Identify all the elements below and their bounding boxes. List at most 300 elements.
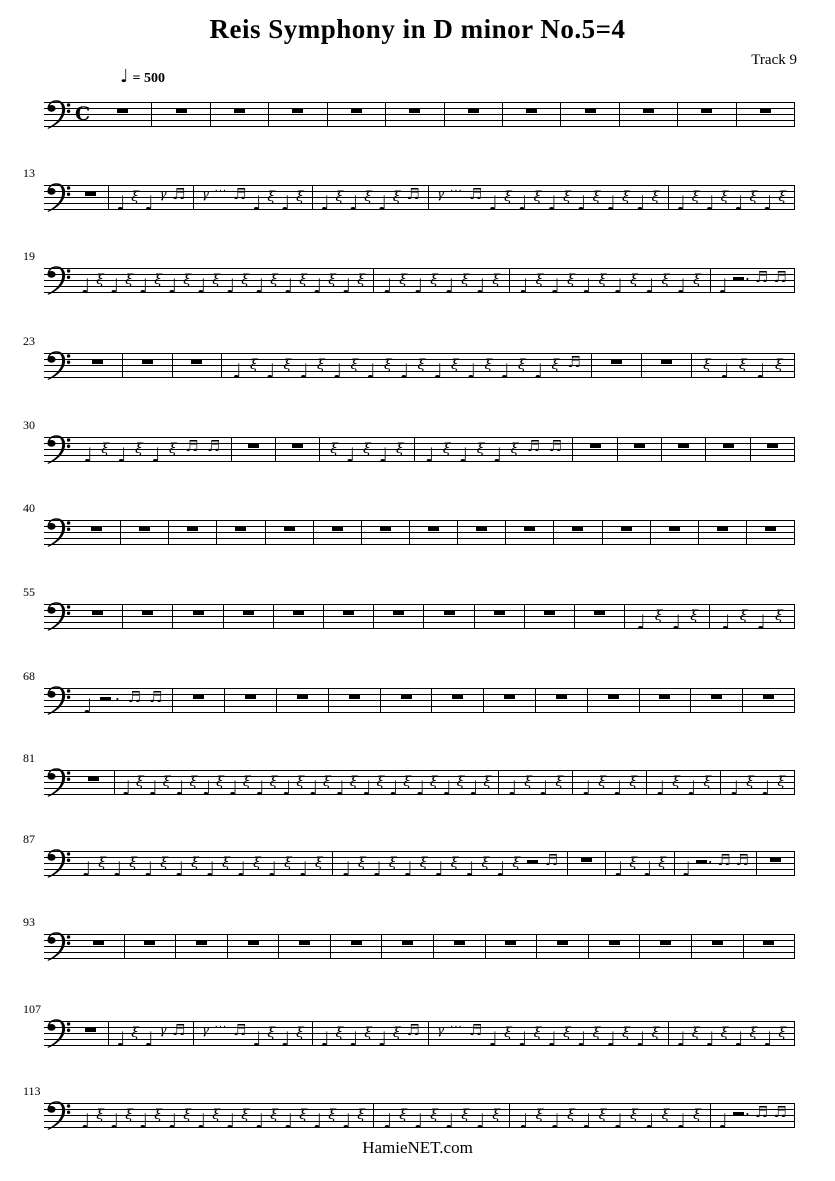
measure bbox=[743, 688, 795, 713]
quarter-rest-icon: ξ bbox=[242, 773, 251, 790]
measure bbox=[432, 688, 484, 713]
quarter-rest-icon: ξ bbox=[183, 271, 191, 288]
quarter-rest-icon: ξ bbox=[253, 854, 261, 871]
quarter-rest-icon: ξ bbox=[363, 440, 371, 457]
quarter-note-icon: ♩ bbox=[681, 856, 692, 876]
sixteenth-notes-icon: ♬ bbox=[567, 353, 581, 371]
staff-lines bbox=[44, 851, 795, 876]
whole-rest-icon bbox=[454, 941, 465, 945]
measure bbox=[73, 1103, 374, 1128]
bass-clef-icon bbox=[45, 601, 72, 632]
whole-rest-icon bbox=[712, 941, 723, 945]
quarter-rest-icon: ξ bbox=[296, 188, 304, 205]
whole-rest-icon bbox=[196, 941, 207, 945]
quarter-rest-icon: ξ bbox=[551, 356, 560, 373]
quarter-rest-icon: ξ bbox=[451, 356, 459, 373]
whole-rest-icon bbox=[723, 444, 734, 448]
bass-clef-icon bbox=[45, 1100, 72, 1131]
quarter-note-icon: ♩ bbox=[341, 856, 352, 876]
whole-rest-icon bbox=[402, 941, 413, 945]
staff-system bbox=[0, 832, 835, 876]
quarter-rest-icon: ξ bbox=[720, 188, 729, 205]
measure-number: 93 bbox=[23, 915, 35, 929]
whole-rest-icon bbox=[717, 527, 728, 531]
quarter-rest-icon: ξ bbox=[136, 773, 144, 790]
quarter-rest-icon: ξ bbox=[357, 271, 365, 288]
measure bbox=[121, 520, 169, 545]
measure bbox=[744, 934, 796, 959]
quarter-rest-icon: ξ bbox=[739, 356, 747, 373]
quarter-note-icon: ♩ bbox=[116, 1026, 126, 1046]
whole-rest-icon bbox=[243, 611, 254, 615]
quarter-note-icon: ♩ bbox=[308, 775, 319, 795]
staff-system bbox=[0, 751, 835, 795]
quarter-rest-icon: ξ bbox=[364, 188, 372, 205]
quarter-note-icon: ♩ bbox=[280, 190, 291, 210]
quarter-note-icon: ♩ bbox=[174, 856, 185, 876]
measure bbox=[313, 185, 429, 210]
quarter-rest-icon: ξ bbox=[693, 1106, 701, 1123]
quarter-note-icon: ♩ bbox=[252, 190, 262, 210]
quarter-rest-icon: ξ bbox=[392, 188, 401, 205]
measure bbox=[575, 604, 625, 629]
whole-rest-icon bbox=[284, 527, 295, 531]
quarter-note-icon: ♩ bbox=[341, 273, 352, 293]
whole-rest-icon bbox=[711, 695, 722, 699]
whole-rest-icon bbox=[621, 527, 632, 531]
quarter-note-icon: ♩ bbox=[636, 190, 646, 210]
tempo-equation: = 500 bbox=[132, 70, 165, 86]
measure bbox=[568, 851, 606, 876]
measure bbox=[73, 934, 125, 959]
quarter-note-icon: ♩ bbox=[676, 1108, 686, 1128]
measure bbox=[109, 185, 194, 210]
measure bbox=[274, 604, 324, 629]
quarter-rest-icon: ξ bbox=[154, 271, 162, 288]
quarter-rest-icon: ξ bbox=[555, 773, 564, 790]
measure bbox=[276, 437, 320, 462]
quarter-rest-icon: ξ bbox=[299, 271, 307, 288]
sixteenth-notes-icon: ♬ bbox=[127, 688, 142, 706]
measure bbox=[232, 437, 276, 462]
whole-rest-icon bbox=[351, 109, 362, 113]
quarter-rest-icon: ξ bbox=[388, 854, 397, 871]
measure bbox=[123, 604, 173, 629]
quarter-rest-icon: ξ bbox=[267, 188, 276, 205]
quarter-rest-icon: ξ bbox=[101, 440, 109, 457]
quarter-rest-icon: ξ bbox=[396, 440, 404, 457]
measure bbox=[669, 1021, 795, 1046]
quarter-rest-icon: ξ bbox=[335, 188, 344, 205]
whole-rest-icon bbox=[299, 941, 310, 945]
quarter-rest-icon: ξ bbox=[212, 1106, 220, 1123]
quarter-note-icon: ♩ bbox=[81, 856, 92, 876]
whole-rest-icon bbox=[343, 611, 354, 615]
quarter-note-icon: ♩ bbox=[167, 273, 178, 293]
quarter-rest-icon: ξ bbox=[775, 607, 783, 624]
quarter-note-icon: ♩ bbox=[377, 1026, 388, 1046]
whole-rest-icon bbox=[248, 941, 259, 945]
whole-rest-icon bbox=[661, 360, 672, 364]
staff-system bbox=[0, 915, 835, 959]
measure bbox=[536, 688, 588, 713]
measure bbox=[510, 1103, 711, 1128]
sixteenth-notes-icon: ♬ bbox=[232, 1021, 247, 1039]
measure bbox=[458, 520, 506, 545]
sixteenth-notes-icon: ♬ bbox=[171, 1021, 186, 1039]
whole-rest-icon bbox=[92, 360, 103, 364]
measure bbox=[692, 934, 744, 959]
quarter-rest-icon: ξ bbox=[430, 271, 438, 288]
measure bbox=[445, 102, 503, 127]
whole-rest-icon bbox=[763, 695, 774, 699]
quarter-note-icon: ♩ bbox=[458, 442, 469, 462]
measure bbox=[424, 604, 474, 629]
measure bbox=[374, 268, 510, 293]
measure bbox=[115, 770, 499, 795]
measure bbox=[73, 604, 123, 629]
measure bbox=[706, 437, 750, 462]
staff-lines bbox=[44, 934, 795, 959]
quarter-rest-icon: ξ bbox=[125, 1106, 133, 1123]
quarter-note-icon: ♩ bbox=[636, 1026, 646, 1046]
whole-rest-icon bbox=[117, 109, 128, 113]
staff-lines bbox=[44, 770, 795, 795]
quarter-note-icon: ♩ bbox=[518, 1026, 528, 1046]
quarter-rest-icon: ξ bbox=[131, 1024, 139, 1041]
quarter-rest-icon: ξ bbox=[450, 854, 459, 871]
bass-clef-icon bbox=[45, 848, 72, 879]
staff-lines bbox=[44, 437, 795, 462]
measure bbox=[642, 353, 692, 378]
whole-rest-icon bbox=[544, 611, 555, 615]
sixteenth-notes-icon: ♬ bbox=[544, 851, 559, 869]
quarter-rest-icon: ξ bbox=[269, 773, 278, 790]
measure bbox=[554, 520, 602, 545]
quarter-note-icon: ♩ bbox=[582, 273, 592, 293]
measure bbox=[73, 520, 121, 545]
whole-rest-icon bbox=[585, 109, 596, 113]
measure bbox=[125, 934, 177, 959]
whole-rest-icon bbox=[452, 695, 463, 699]
quarter-rest-icon: ξ bbox=[129, 854, 137, 871]
augmentation-dot-icon: · bbox=[745, 1105, 750, 1121]
quarter-note-icon: ♩ bbox=[756, 358, 766, 378]
quarter-rest-icon: ξ bbox=[524, 773, 532, 790]
whole-rest-icon bbox=[468, 109, 479, 113]
quarter-rest-icon: ξ bbox=[241, 271, 249, 288]
quarter-rest-icon: ξ bbox=[504, 1024, 512, 1041]
quarter-note-icon: ♩ bbox=[469, 775, 479, 795]
quarter-rest-icon: ξ bbox=[160, 854, 168, 871]
quarter-rest-icon: ξ bbox=[484, 356, 493, 373]
quarter-note-icon: ♩ bbox=[415, 775, 426, 795]
whole-rest-icon bbox=[248, 444, 259, 448]
quarter-note-icon: ♩ bbox=[283, 1108, 294, 1128]
rest-dots-icon: ··· bbox=[450, 1021, 463, 1033]
quarter-note-icon: ♩ bbox=[377, 190, 388, 210]
measure bbox=[313, 1021, 429, 1046]
quarter-note-icon: ♩ bbox=[686, 775, 697, 795]
measure bbox=[678, 102, 736, 127]
measure bbox=[573, 437, 617, 462]
quarter-rest-icon: ξ bbox=[349, 773, 358, 790]
quarter-rest-icon: ξ bbox=[535, 271, 544, 288]
staff-system bbox=[0, 249, 835, 293]
quarter-rest-icon: ξ bbox=[661, 271, 670, 288]
quarter-note-icon: ♩ bbox=[519, 1108, 529, 1128]
quarter-rest-icon: ξ bbox=[283, 356, 292, 373]
sixteenth-notes-icon: ♬ bbox=[206, 437, 221, 455]
staff-system bbox=[0, 418, 835, 462]
quarter-note-icon: ♩ bbox=[577, 190, 587, 210]
staff-system bbox=[0, 669, 835, 713]
measure bbox=[173, 353, 223, 378]
measure bbox=[475, 604, 525, 629]
staff-lines bbox=[44, 1103, 795, 1128]
measure-number: 30 bbox=[23, 418, 35, 432]
quarter-note-icon: ♩ bbox=[612, 775, 623, 795]
whole-rest-icon bbox=[494, 611, 505, 615]
quarter-note-icon: ♩ bbox=[349, 190, 359, 210]
quarter-note-icon: ♩ bbox=[349, 1026, 359, 1046]
quarter-rest-icon: ξ bbox=[154, 1106, 162, 1123]
quarter-rest-icon: ξ bbox=[622, 1024, 630, 1041]
quarter-rest-icon: ξ bbox=[296, 773, 305, 790]
quarter-rest-icon: ξ bbox=[693, 271, 701, 288]
quarter-note-icon: ♩ bbox=[636, 609, 646, 629]
whole-rest-icon bbox=[572, 527, 583, 531]
quarter-note-icon: ♩ bbox=[299, 358, 309, 378]
sixteenth-notes-icon: ♬ bbox=[735, 851, 749, 869]
quarter-rest-icon: ξ bbox=[563, 1024, 571, 1041]
quarter-rest-icon: ξ bbox=[629, 854, 638, 871]
sixteenth-notes-icon: ♬ bbox=[406, 185, 420, 203]
quarter-note-icon: ♩ bbox=[121, 775, 132, 795]
staff-lines bbox=[44, 268, 795, 293]
quarter-note-icon: ♩ bbox=[613, 273, 623, 293]
measure bbox=[176, 934, 228, 959]
measure bbox=[429, 185, 669, 210]
measure bbox=[588, 688, 640, 713]
sixteenth-notes-icon: ♬ bbox=[754, 1103, 769, 1121]
measure bbox=[222, 353, 592, 378]
quarter-note-icon: ♩ bbox=[382, 1108, 393, 1128]
staff-system bbox=[0, 501, 835, 545]
quarter-rest-icon: ξ bbox=[703, 356, 711, 373]
quarter-note-icon: ♩ bbox=[312, 273, 323, 293]
bass-clef-icon bbox=[45, 685, 72, 716]
quarter-note-icon: ♩ bbox=[254, 273, 265, 293]
whole-rest-icon bbox=[526, 109, 537, 113]
measure bbox=[217, 520, 265, 545]
whole-rest-icon bbox=[659, 695, 670, 699]
quarter-rest-icon: ξ bbox=[461, 271, 469, 288]
measures-row bbox=[73, 185, 795, 210]
quarter-note-icon: ♩ bbox=[581, 775, 592, 795]
quarter-rest-icon: ξ bbox=[504, 188, 512, 205]
measure bbox=[225, 688, 277, 713]
staff-system bbox=[0, 1084, 835, 1128]
measure bbox=[662, 437, 706, 462]
quarter-rest-icon: ξ bbox=[317, 356, 325, 373]
quarter-note-icon: ♩ bbox=[547, 1026, 557, 1046]
quarter-rest-icon: ξ bbox=[512, 854, 521, 871]
quarter-rest-icon: ξ bbox=[629, 773, 638, 790]
rest-dots-icon: ··· bbox=[214, 1021, 228, 1033]
quarter-rest-icon: ξ bbox=[135, 440, 143, 457]
measure bbox=[651, 520, 699, 545]
quarter-note-icon: ♩ bbox=[676, 1026, 686, 1046]
quarter-note-icon: ♩ bbox=[254, 1108, 265, 1128]
whole-rest-icon bbox=[92, 611, 103, 615]
quarter-rest-icon: ξ bbox=[384, 356, 392, 373]
quarter-rest-icon: ξ bbox=[96, 1106, 104, 1123]
measure bbox=[324, 604, 374, 629]
measures-row bbox=[73, 688, 795, 713]
bass-clef-icon bbox=[45, 350, 72, 381]
measure bbox=[434, 934, 486, 959]
whole-rest-icon bbox=[193, 695, 204, 699]
measure bbox=[699, 520, 747, 545]
quarter-note-icon: ♩ bbox=[201, 775, 212, 795]
measure bbox=[374, 1103, 510, 1128]
measure bbox=[625, 604, 710, 629]
quarter-note-icon: ♩ bbox=[382, 273, 393, 293]
eighth-rest-icon: γ bbox=[436, 1022, 444, 1037]
quarter-rest-icon: ξ bbox=[328, 1106, 336, 1123]
quarter-rest-icon: ξ bbox=[284, 854, 292, 871]
quarter-note-icon: ♩ bbox=[763, 190, 773, 210]
measure bbox=[484, 688, 536, 713]
quarter-rest-icon: ξ bbox=[131, 188, 139, 205]
quarter-rest-icon: ξ bbox=[399, 271, 407, 288]
quarter-note-icon: ♩ bbox=[756, 609, 767, 629]
tempo-marking bbox=[120, 68, 165, 89]
quarter-rest-icon: ξ bbox=[430, 1106, 438, 1123]
measure bbox=[737, 102, 795, 127]
whole-rest-icon bbox=[476, 527, 487, 531]
common-time-signature: C bbox=[75, 103, 91, 125]
quarter-rest-icon: ξ bbox=[778, 1024, 787, 1041]
measure bbox=[382, 934, 434, 959]
measure bbox=[606, 851, 675, 876]
quarter-note-icon: ♩ bbox=[538, 775, 549, 795]
quarter-rest-icon: ξ bbox=[125, 271, 133, 288]
quarter-rest-icon: ξ bbox=[777, 773, 786, 790]
quarter-note-icon: ♩ bbox=[606, 190, 616, 210]
measure bbox=[620, 102, 678, 127]
whole-rest-icon bbox=[678, 444, 689, 448]
whole-rest-icon bbox=[611, 360, 622, 364]
measure bbox=[333, 851, 568, 876]
quarter-rest-icon: ξ bbox=[417, 356, 426, 373]
quarter-note-icon: ♩ bbox=[282, 775, 292, 795]
eighth-rest-icon: γ bbox=[159, 186, 167, 201]
quarter-rest-icon: ξ bbox=[270, 271, 278, 288]
quarter-note-icon: ♩ bbox=[676, 273, 686, 293]
quarter-note-icon: ♩ bbox=[116, 190, 126, 210]
quarter-note-icon: ♩ bbox=[655, 775, 666, 795]
quarter-note-icon: ♩ bbox=[228, 775, 239, 795]
whole-rest-icon bbox=[504, 695, 515, 699]
quarter-note-icon: ♩ bbox=[378, 442, 389, 462]
measure bbox=[747, 520, 795, 545]
quarter-note-icon: ♩ bbox=[734, 190, 744, 210]
quarter-note-icon: ♩ bbox=[533, 358, 544, 378]
quarter-rest-icon: ξ bbox=[492, 271, 500, 288]
sixteenth-notes-icon: ♬ bbox=[232, 185, 247, 203]
measure bbox=[169, 520, 217, 545]
bass-clef-icon bbox=[45, 182, 72, 213]
quarter-rest-icon: ξ bbox=[672, 773, 680, 790]
quarter-note-icon: ♩ bbox=[225, 1108, 236, 1128]
quarter-rest-icon: ξ bbox=[720, 1024, 729, 1041]
measure bbox=[751, 437, 795, 462]
quarter-note-icon: ♩ bbox=[196, 273, 207, 293]
measure bbox=[486, 934, 538, 959]
whole-rest-icon bbox=[187, 527, 198, 531]
whole-rest-icon bbox=[297, 695, 308, 699]
measure bbox=[647, 770, 721, 795]
quarter-rest-icon: ξ bbox=[216, 773, 224, 790]
sixteenth-notes-icon: ♬ bbox=[754, 268, 769, 286]
measures-row bbox=[73, 520, 795, 545]
eighth-rest-icon: γ bbox=[201, 186, 209, 201]
footer-site-label: HamieNET.com bbox=[362, 1138, 473, 1157]
measure bbox=[173, 688, 225, 713]
quarter-note-icon: ♩ bbox=[120, 66, 129, 87]
quarter-note-icon: ♩ bbox=[332, 358, 343, 378]
whole-rest-icon bbox=[93, 941, 104, 945]
quarter-note-icon: ♩ bbox=[312, 1108, 323, 1128]
quarter-note-icon: ♩ bbox=[729, 775, 740, 795]
measures-row bbox=[73, 437, 795, 462]
eighth-rest-icon: γ bbox=[436, 186, 444, 201]
quarter-rest-icon: ξ bbox=[376, 773, 385, 790]
staff-system bbox=[0, 166, 835, 210]
quarter-note-icon: ♩ bbox=[763, 1026, 773, 1046]
quarter-note-icon: ♩ bbox=[721, 609, 731, 629]
quarter-rest-icon: ξ bbox=[296, 1024, 304, 1041]
bass-clef-icon bbox=[45, 517, 72, 548]
quarter-rest-icon: ξ bbox=[162, 773, 171, 790]
quarter-note-icon: ♩ bbox=[265, 358, 276, 378]
measures-row bbox=[73, 604, 795, 629]
measure bbox=[592, 353, 642, 378]
quarter-note-icon: ♩ bbox=[518, 190, 528, 210]
quarter-rest-icon: ξ bbox=[567, 271, 575, 288]
quarter-rest-icon: ξ bbox=[328, 271, 336, 288]
whole-rest-icon bbox=[609, 941, 620, 945]
quarter-rest-icon: ξ bbox=[746, 773, 754, 790]
quarter-rest-icon: ξ bbox=[191, 854, 199, 871]
quarter-rest-icon: ξ bbox=[250, 356, 258, 373]
staff-lines bbox=[44, 353, 795, 378]
quarter-note-icon: ♩ bbox=[196, 1108, 207, 1128]
quarter-note-icon: ♩ bbox=[475, 273, 486, 293]
measure bbox=[561, 102, 619, 127]
quarter-rest-icon: ξ bbox=[651, 188, 660, 205]
quarter-note-icon: ♩ bbox=[372, 856, 382, 876]
measures-row bbox=[73, 851, 795, 876]
measure bbox=[499, 770, 573, 795]
measure bbox=[589, 934, 641, 959]
measure bbox=[669, 185, 795, 210]
measure bbox=[228, 934, 280, 959]
whole-rest-icon bbox=[401, 695, 412, 699]
quarter-note-icon: ♩ bbox=[671, 609, 682, 629]
